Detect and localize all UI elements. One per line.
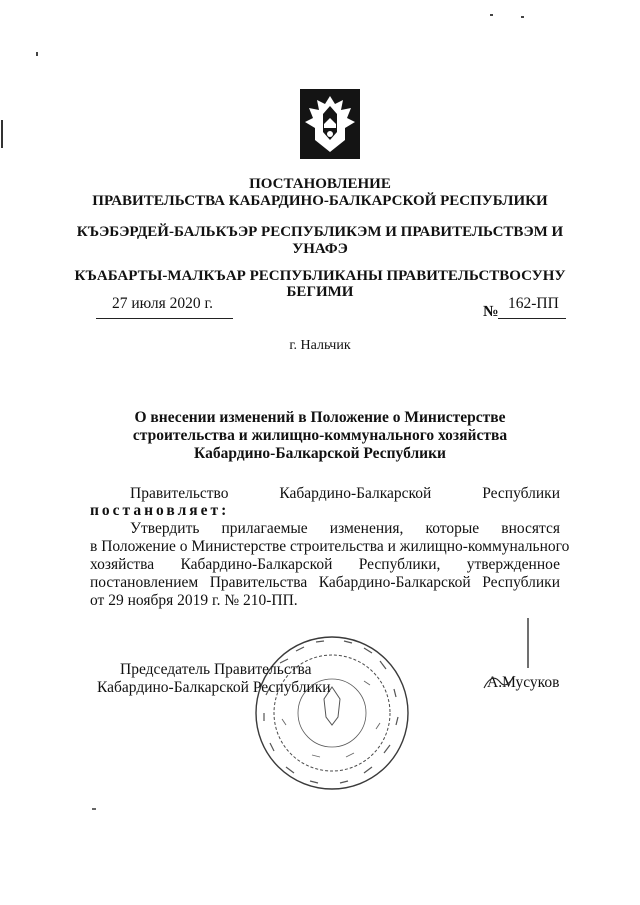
word: прилагаемые	[221, 520, 308, 537]
coat-of-arms-emblem	[299, 88, 361, 160]
signatory-role-line-2: Кабардино-Балкарской Республики	[97, 679, 331, 696]
scan-speck	[36, 52, 38, 56]
word: Правительство	[130, 485, 229, 502]
date-underline	[96, 318, 233, 319]
number-underline	[498, 318, 566, 319]
scan-speck	[92, 808, 96, 810]
number-sign: №	[483, 303, 499, 320]
word: Кабардино-Балкарской	[279, 485, 432, 502]
title-line-3: Кабардино-Балкарской Республики	[194, 445, 446, 462]
document-date: 27 июля 2020 г.	[112, 295, 213, 312]
body-line-6: постановлением Правительства Кабардино-Балкарской Республики	[90, 574, 560, 591]
city: г. Нальчик	[289, 338, 351, 353]
issuer-ru: ПРАВИТЕЛЬСТВА КАБАРДИНО-БАЛКАРСКОЙ РЕСПУБЛИКИ	[92, 193, 548, 209]
word: Республики	[482, 485, 560, 502]
word: Утвердить	[130, 520, 200, 537]
handwritten-signature	[478, 610, 548, 694]
title-line-2: строительства и жилищно-коммунального хозяйства	[132, 427, 508, 444]
signatory-name: А.Мусуков	[487, 674, 560, 691]
word: хозяйства	[90, 556, 155, 573]
body-line-3	[130, 520, 560, 538]
word: которые	[425, 520, 480, 537]
official-seal-stamp	[252, 633, 412, 793]
issuer-krc-line1: КЪАБАРТЫ-МАЛКЪАР РЕСПУБЛИКАНЫ ПРАВИТЕЛЬСТВОСУНУ	[74, 268, 566, 284]
word: вносятся	[501, 520, 560, 537]
body-line-7: от 29 ноября 2019 г. № 210-ПП.	[90, 592, 298, 609]
document-number: 162-ПП	[508, 295, 559, 312]
issuer-kbd-line2: УНАФЭ	[292, 241, 348, 257]
word: Республики,	[358, 556, 441, 573]
scan-margin-mark	[1, 120, 3, 148]
scan-speck	[490, 14, 493, 16]
issuer-kbd-line1: КЪЭБЭРДЕЙ-БАЛЬКЪЭР РЕСПУБЛИКЭМ И ПРАВИТЕЛЬСТВЭМ И	[76, 224, 564, 240]
title-line-1: О внесении изменений в Положение о Министерстве	[134, 409, 506, 426]
issuer-krc-line2: БЕГИМИ	[286, 284, 354, 300]
scan-speck	[521, 16, 524, 18]
word: утвержденное	[466, 556, 560, 573]
document-type: ПОСТАНОВЛЕНИЕ	[249, 176, 391, 192]
body-line-4: в Положение о Министерстве строительства и жилищно-коммунального	[90, 538, 570, 555]
word: Кабардино-Балкарской	[180, 556, 333, 573]
signatory-role-line-1: Председатель Правительства	[120, 661, 312, 678]
body-line-1	[130, 485, 560, 503]
decree-word: постановляет:	[90, 502, 230, 519]
word: изменения,	[329, 520, 404, 537]
body-line-5	[90, 556, 560, 574]
